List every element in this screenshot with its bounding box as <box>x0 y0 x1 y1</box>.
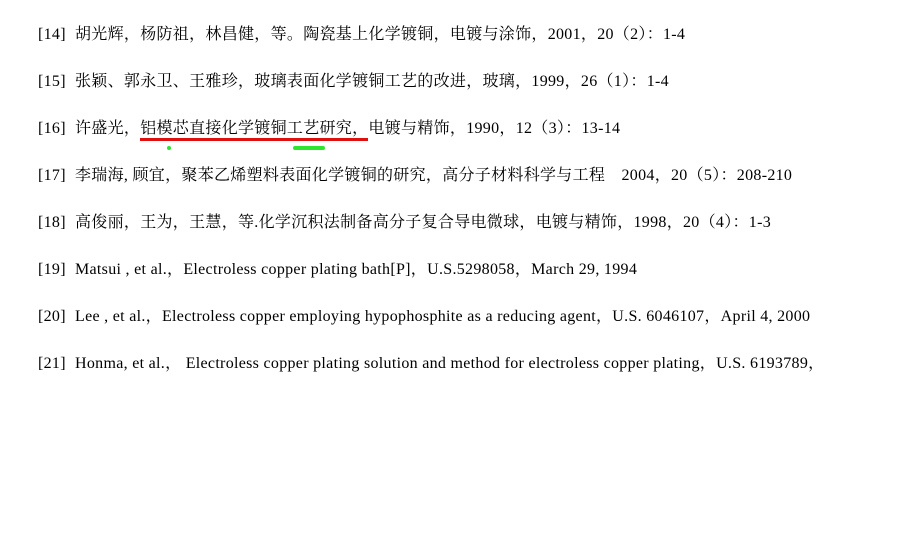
reference-text: Honma, et al.， Electroless copper plating solution and method for electroless copper plating，U.S. 6193789， <box>75 355 825 372</box>
reference-text-prefix: 许盛光， <box>75 120 141 137</box>
green-dot-annotation <box>167 146 171 150</box>
reference-15 <box>38 71 669 92</box>
reference-text: Lee , et al.，Electroless copper employing hypophosphite as a reducing agent，U.S. 6046107，April 4, 2000 <box>75 308 811 325</box>
reference-14 <box>38 24 685 45</box>
reference-16 <box>38 118 620 139</box>
reference-number: [19] <box>38 261 66 278</box>
reference-text: 胡光辉，杨防祖，林昌健，等。陶瓷基上化学镀铜，电镀与涂饰，2001，20（2）：1-4 <box>75 26 686 43</box>
reference-number: [16] <box>38 120 66 137</box>
reference-text: 李瑞海, 顾宜，聚苯乙烯塑料表面化学镀铜的研究，高分子材料科学与工程 2004，20（5）：208-210 <box>75 167 793 184</box>
reference-19 <box>38 259 637 280</box>
reference-21 <box>38 353 824 374</box>
reference-number: [20] <box>38 308 66 325</box>
reference-text: 张颖、郭永卫、王雅珍，玻璃表面化学镀铜工艺的改进，玻璃，1999，26（1）：1-4 <box>75 73 669 90</box>
reference-text: 高俊丽，王为，王慧，等.化学沉积法制备高分子复合导电微球，电镀与精饰，1998，20（4）：1-3 <box>75 214 772 231</box>
reference-number: [18] <box>38 214 66 231</box>
reference-20 <box>38 306 810 327</box>
reference-number: [21] <box>38 355 66 372</box>
green-dash-annotation <box>293 146 325 150</box>
red-underline-annotation: 铝模芯直接化学镀铜工艺研究， <box>140 120 368 141</box>
reference-18 <box>38 212 771 233</box>
reference-text: Matsui , et al.，Electroless copper plating bath[P]，U.S.5298058，March 29, 1994 <box>75 261 638 278</box>
reference-number: [14] <box>38 26 66 43</box>
reference-text-suffix: 电镀与精饰，1990，12（3）：13-14 <box>368 120 621 137</box>
reference-number: [15] <box>38 73 66 90</box>
reference-number: [17] <box>38 167 66 184</box>
reference-text <box>75 120 620 141</box>
reference-17 <box>38 165 792 186</box>
